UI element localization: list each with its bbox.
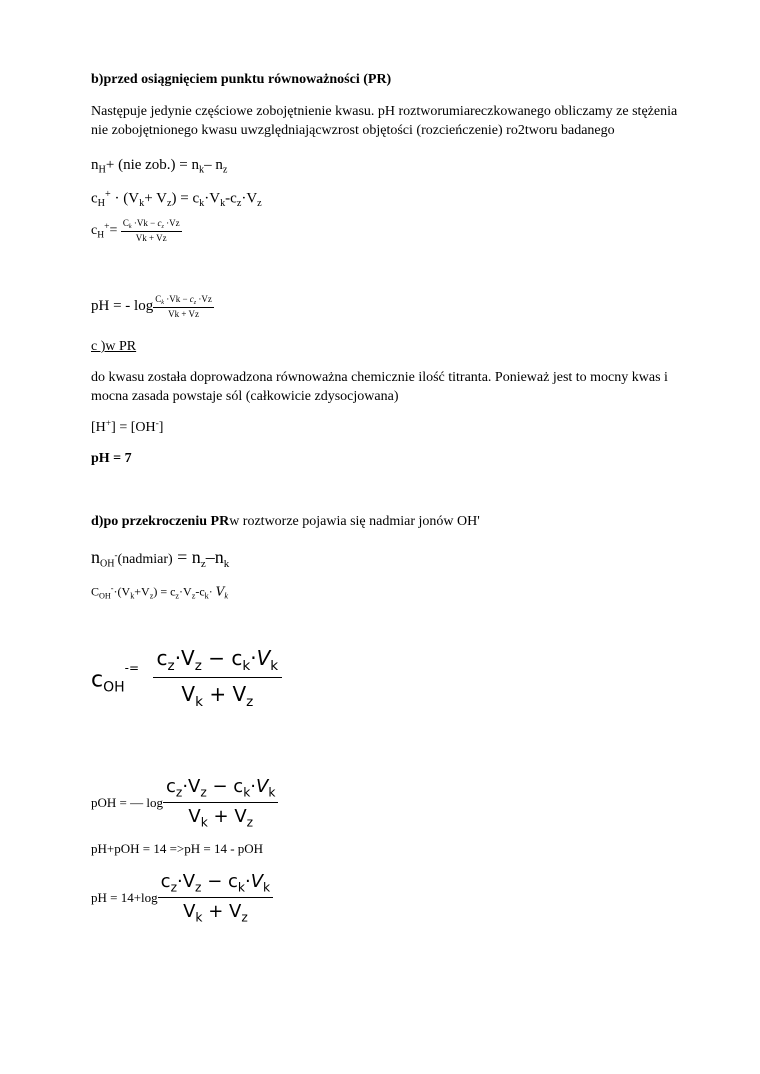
formula-ch-balance: $c_H^+ \cdot (V_k+ V_z) = c_k\cdot V_k-c_z\cdot V_z$ [91,189,262,210]
formula-ph-log: pH = - log $\frac{C_k \cdot Vk - c_z \cdot Vz}{Vk + Vz}$ [91,294,212,320]
section-d-heading-bold: d)po przekroczeniu PR [91,514,230,529]
section-c-paragraph-line-1: do kwasu została doprowadzona równoważna chemicznie ilość titranta. Ponieważ jest to mocny kwas i [91,370,668,385]
formula-moles-oh-excess: $n_{OH}^-(nadmiar) = n_z-n_k$ [91,547,230,570]
section-c-paragraph-line-2: mocna zasada powstaje sól (całkowicie zdysocjowana) [91,389,399,404]
formula-coh-balance: $C_{OH}^-\cdot(V_k+V_z) = c_z\cdot V_z-c_k\cdot V_k$ [91,584,229,601]
section-b-heading: b)przed osiągnięciem punktu równoważności (PR) [91,72,392,87]
section-b-paragraph-line-1: Następuje jedynie częściowe zobojętnienie kwasu. pH roztworumiareczkowanego obliczamy ze stężenia [91,104,678,119]
formula-moles-h: $n_H+ (nie$ $zob.) = n_k-$ $n_z$ [91,157,228,176]
formula-ph-poh-relation: pH+pOH = 14 =>pH = 14 - pOH [91,841,264,856]
section-d-heading-rest: w roztworze pojawia się nadmiar jonów OH' [229,514,480,529]
section-c-result: pH = 7 [91,451,132,466]
formula-ch-fraction: $c_H^+=$ $\frac{C_k \cdot Vk - c_z \cdot Vz}{Vk + Vz}$ [91,218,180,244]
section-d-heading [91,514,480,530]
formula-h-equals-oh: [H+] = [OH-] [91,419,164,436]
formula-coh-fraction: $c_{OH}^{-=}$ $\frac{c_z\cdot V_z - c_k\cdot V_k}{V_k + V_z}$ [91,646,282,710]
formula-ph-final: pH = 14+log $\frac{c_z\cdot V_z - c_k\cdot V_k}{V_k + V_z}$ [91,871,273,925]
section-b-paragraph-line-2: nie zobojętnionego kwasu uwzględniającwzrost objętości (rozcieńczenie) ro2tworu badanego [91,123,615,138]
section-c-heading: c )w PR [91,339,137,354]
formula-poh: pOH = — log $\frac{c_z\cdot V_z - c_k\cdot V_k}{V_k + V_z}$ [91,776,278,830]
